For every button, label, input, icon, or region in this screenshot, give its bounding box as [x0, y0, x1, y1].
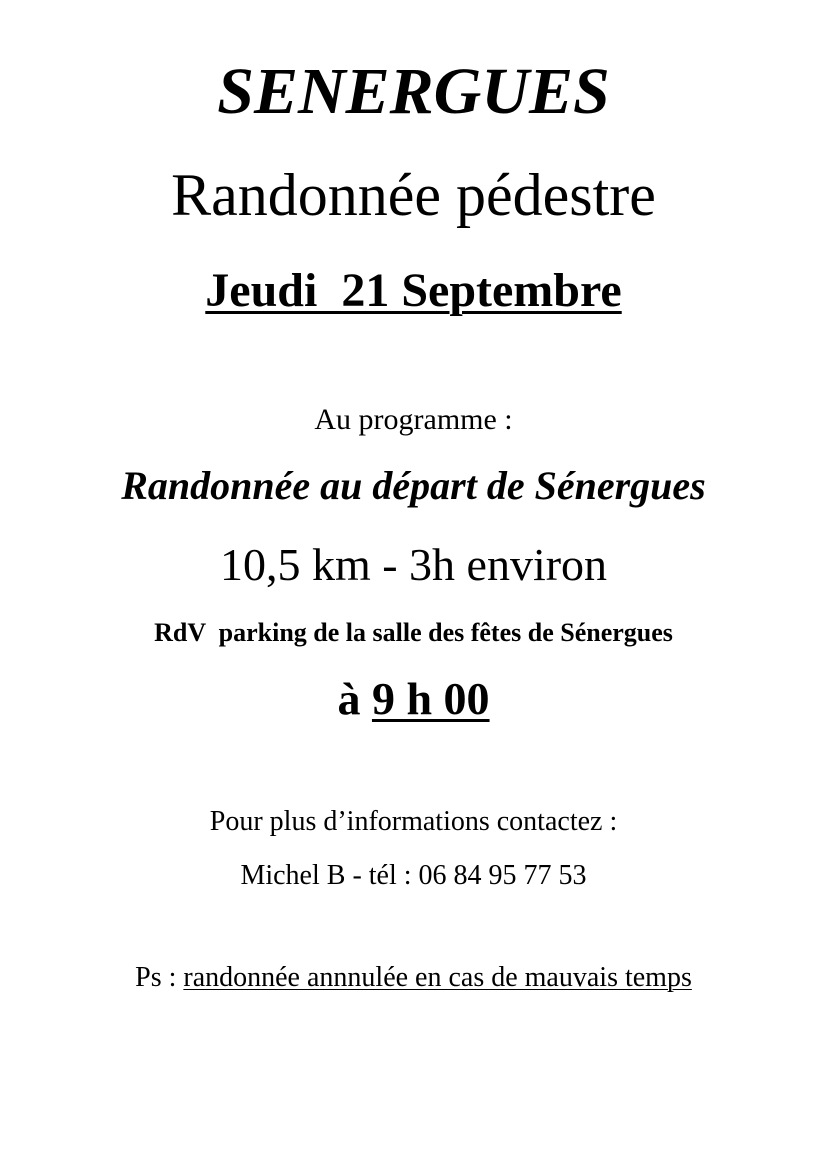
meeting-time-value: 9 h 00 [371, 673, 490, 724]
postscript-prefix: Ps : [135, 962, 177, 993]
postscript-note: randonnée annnulée en cas de mauvais temps [183, 962, 692, 993]
event-date [0, 262, 827, 320]
contact-label: Pour plus d’informations contactez : [209, 806, 618, 837]
meeting-time-prefix: à [337, 673, 361, 724]
program-label: Au programme : [314, 403, 513, 436]
meeting-point: RdV parking de la salle des fêtes de Sénergues [154, 618, 673, 647]
distance-duration: 10,5 km - 3h environ [219, 539, 608, 590]
contact-info: Michel B - tél : 06 84 95 77 53 [240, 860, 587, 891]
event-date-text: Jeudi 21 Septembre [205, 264, 622, 317]
program-title: Randonnée au départ de Sénergues [121, 463, 706, 508]
town-title: SENERGUES [217, 55, 610, 128]
meeting-time [0, 671, 827, 727]
event-title: Randonnée pédestre [171, 162, 656, 228]
postscript [0, 960, 827, 996]
